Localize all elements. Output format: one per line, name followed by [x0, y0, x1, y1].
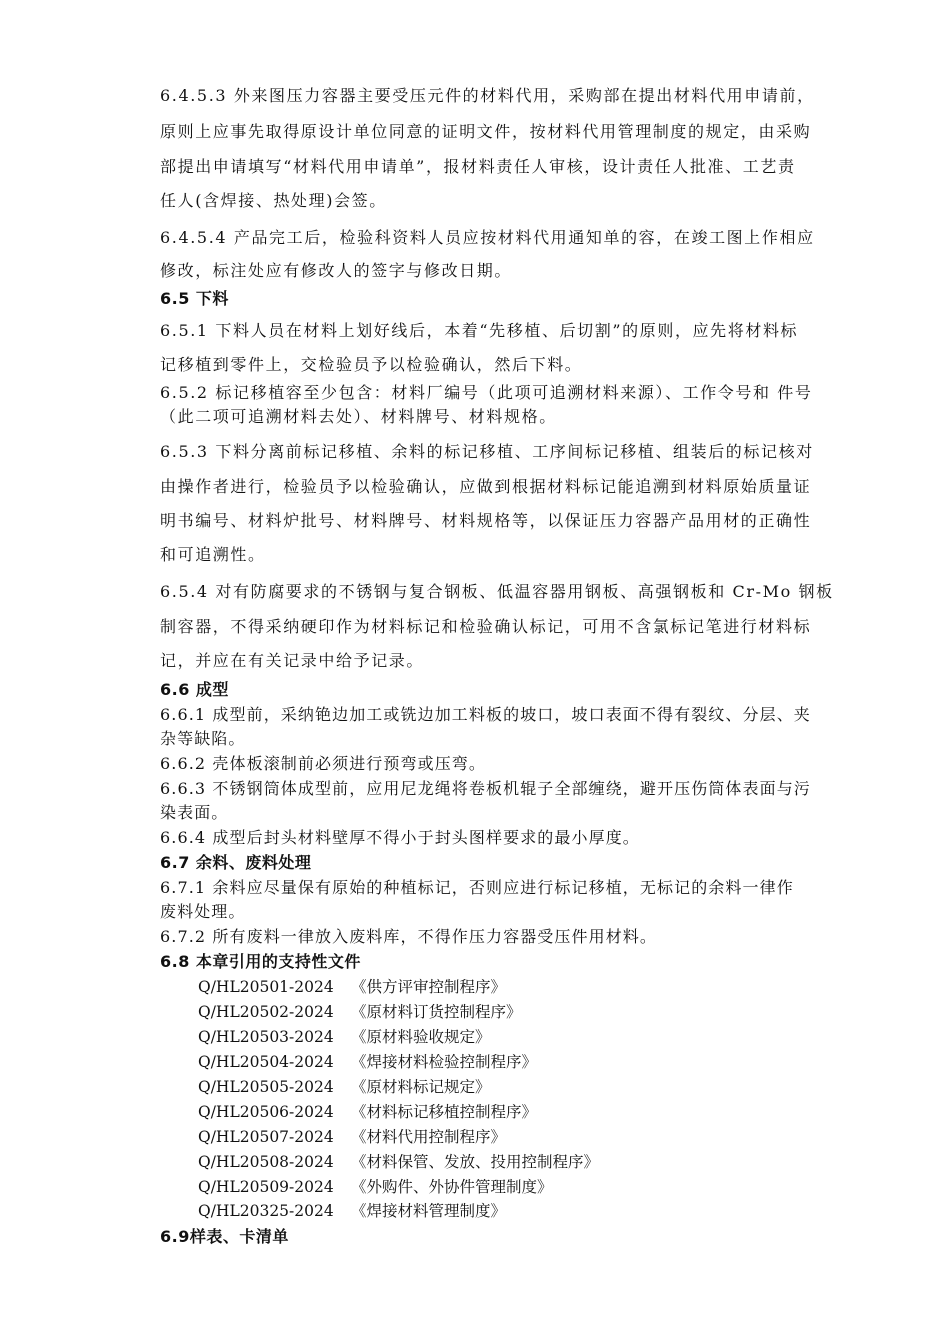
- reference-code: Q/HL20509-2024: [198, 1178, 334, 1196]
- para-6-7-1-line-2: 废料处理。: [160, 902, 246, 921]
- para-6-5-1-line-2: 记移植到零件上，交检验员予以检验确认，然后下料。: [160, 355, 583, 374]
- reference-code: Q/HL20501-2024: [198, 978, 334, 996]
- reference-title: 《供方评审控制程序》: [351, 978, 507, 996]
- para-6-5-3-line-3: 明书编号、材料炉批号、材料牌号、材料规格等，以保证压力容器产品用材的正确性: [160, 511, 812, 530]
- para-6-4-5-3-line-1: 6.4.5.3 外来图压力容器主要受压元件的材料代用，采购部在提出材料代用申请前，: [160, 86, 815, 105]
- reference-title: 《原材料订货控制程序》: [351, 1003, 522, 1021]
- reference-item: [198, 1152, 599, 1172]
- para-6-6-1-line-2: 杂等缺陷。: [160, 729, 246, 748]
- reference-item: [198, 1077, 491, 1097]
- reference-code: Q/HL20508-2024: [198, 1153, 334, 1171]
- reference-title: 《材料保管、发放、投用控制程序》: [351, 1153, 600, 1171]
- reference-code: Q/HL20502-2024: [198, 1003, 334, 1021]
- reference-title: 《外购件、外协件管理制度》: [351, 1178, 553, 1196]
- para-6-5-4-line-3: 记，并应在有关记录中给予记录。: [160, 651, 425, 670]
- reference-item: [198, 1177, 553, 1197]
- reference-item: [198, 1002, 522, 1022]
- para-6-5-2-line-1: 6.5.2 标记移植容至少包含：材料厂编号（此项可追溯材料来源）、工作令号和 件号: [160, 383, 813, 402]
- para-6-4-5-3-line-2: 原则上应事先取得原设计单位同意的证明文件，按材料代用管理制度的规定，由采购: [160, 122, 812, 141]
- reference-item: [198, 977, 506, 997]
- para-6-4-5-4-line-1: 6.4.5.4 产品完工后，检验科资料人员应按材料代用通知单的容，在竣工图上作相应: [160, 228, 815, 247]
- reference-code: Q/HL20325-2024: [198, 1202, 334, 1220]
- para-6-6-3-line-1: 6.6.3 不锈钢筒体成型前，应用尼龙绳将卷板机辊子全部缠绕，避开压伤筒体表面与污: [160, 779, 811, 798]
- section-heading-6-6: 6.6 成型: [160, 680, 229, 699]
- para-6-5-3-line-4: 和可追溯性。: [160, 545, 266, 564]
- reference-title: 《原材料标记规定》: [351, 1078, 491, 1096]
- reference-item: [198, 1052, 537, 1072]
- para-6-7-2: 6.7.2 所有废料一律放入废料库，不得作压力容器受压件用材料。: [160, 927, 657, 946]
- para-6-5-3-line-1: 6.5.3 下料分离前标记移植、余料的标记移植、工序间标记移植、组装后的标记核对: [160, 442, 814, 461]
- para-6-5-1-line-1: 6.5.1 下料人员在材料上划好线后，本着“先移植、后切割”的原则，应先将材料标: [160, 321, 799, 340]
- section-heading-6-5: 6.5 下料: [160, 289, 229, 308]
- reference-title: 《焊接材料检验控制程序》: [351, 1053, 538, 1071]
- reference-code: Q/HL20504-2024: [198, 1053, 334, 1071]
- para-6-7-1-line-1: 6.7.1 余料应尽量保有原始的种植标记，否则应进行标记移植，无标记的余料一律作: [160, 878, 794, 897]
- reference-code: Q/HL20507-2024: [198, 1128, 334, 1146]
- para-6-4-5-3-line-4: 任人(含焊接、热处理)会签。: [160, 191, 387, 210]
- para-6-4-5-3-line-3: 部提出申请填写“材料代用申请单”，报材料责任人审核，设计责任人批准、工艺责: [160, 157, 796, 176]
- para-6-4-5-4-line-2: 修改，标注处应有修改人的签字与修改日期。: [160, 261, 513, 280]
- para-6-6-3-line-2: 染表面。: [160, 803, 229, 822]
- reference-item: [198, 1201, 506, 1221]
- section-heading-6-8: 6.8 本章引用的支持性文件: [160, 952, 361, 971]
- reference-item: [198, 1027, 491, 1047]
- reference-code: Q/HL20503-2024: [198, 1028, 334, 1046]
- reference-item: [198, 1127, 506, 1147]
- para-6-6-4: 6.6.4 成型后封头材料壁厚不得小于封头图样要求的最小厚度。: [160, 828, 640, 847]
- para-6-5-4-line-1: 6.5.4 对有防腐要求的不锈钢与复合钢板、低温容器用钢板、高强钢板和 Cr-Mo 钢板: [160, 582, 834, 601]
- reference-code: Q/HL20506-2024: [198, 1103, 334, 1121]
- reference-title: 《材料标记移植控制程序》: [351, 1103, 538, 1121]
- reference-title: 《原材料验收规定》: [351, 1028, 491, 1046]
- reference-item: [198, 1102, 537, 1122]
- section-heading-6-7: 6.7 余料、废料处理: [160, 853, 312, 872]
- reference-title: 《材料代用控制程序》: [351, 1128, 507, 1146]
- para-6-5-4-line-2: 制容器，不得采纳硬印作为材料标记和检验确认标记，可用不含氯标记笔进行材料标: [160, 617, 812, 636]
- para-6-6-2: 6.6.2 壳体板滚制前必须进行预弯或压弯。: [160, 754, 486, 773]
- section-heading-6-9: 6.9样表、卡清单: [160, 1227, 289, 1246]
- reference-code: Q/HL20505-2024: [198, 1078, 334, 1096]
- reference-title: 《焊接材料管理制度》: [351, 1202, 507, 1220]
- para-6-6-1-line-1: 6.6.1 成型前，采纳铯边加工或铣边加工料板的坡口，坡口表面不得有裂纹、分层、夹: [160, 705, 811, 724]
- para-6-5-2-line-2: （此二项可追溯材料去处）、材料牌号、材料规格。: [160, 407, 557, 426]
- para-6-5-3-line-2: 由操作者进行，检验员予以检验确认，应做到根据材料标记能追溯到材料原始质量证: [160, 477, 812, 496]
